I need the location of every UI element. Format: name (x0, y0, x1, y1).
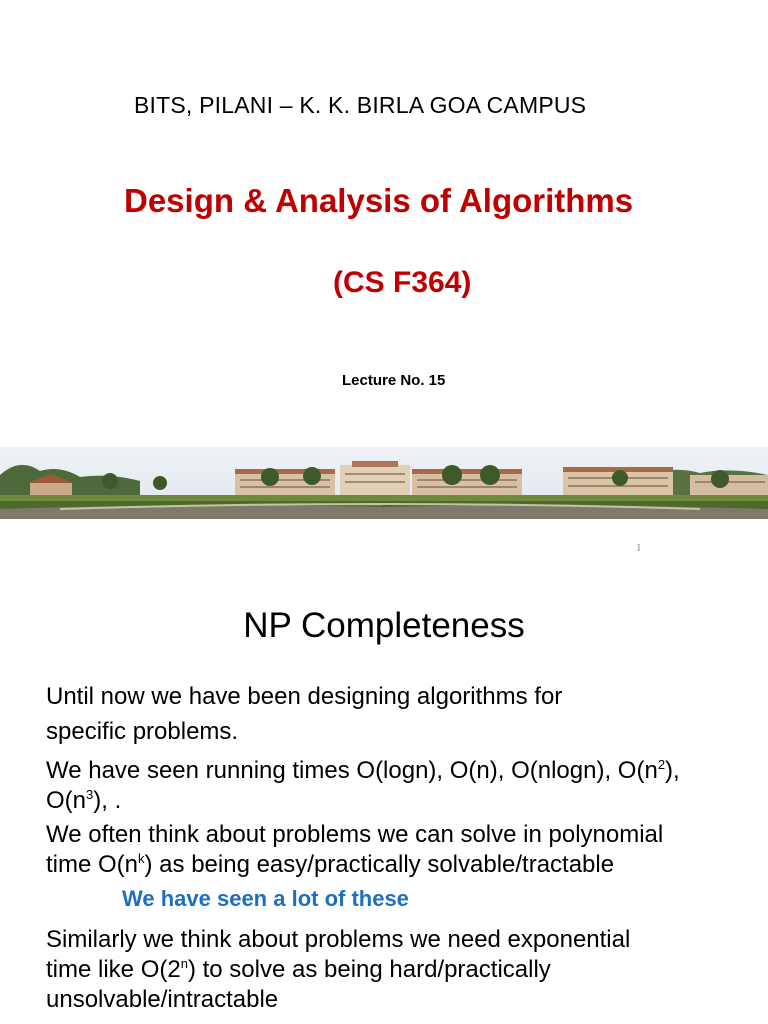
body-line: specific problems. (46, 718, 239, 745)
body-line (46, 850, 614, 880)
body-text-fragment: ), (665, 757, 680, 784)
body-line: Similarly we think about problems we need exponential (46, 926, 631, 953)
body-line: Until now we have been designing algorithms for (46, 683, 563, 710)
course-code: (CS F364) (333, 266, 472, 299)
superscript: 3 (86, 787, 94, 802)
lecture-number: Lecture No. 15 (342, 372, 446, 389)
course-title: Design & Analysis of Algorithms (124, 182, 634, 219)
body-line: unsolvable/intractable (46, 986, 279, 1013)
body-text-fragment: ), . (93, 787, 122, 814)
body-text-fragment: We have seen running times O(logn), O(n), O(nlogn), O(n (46, 757, 658, 784)
campus-panorama-icon (0, 447, 768, 519)
slide-title: NP Completeness (243, 606, 525, 645)
body-text-fragment: O(n (46, 787, 87, 814)
body-line (46, 756, 680, 786)
body-line (46, 786, 121, 816)
campus-name: BITS, PILANI – K. K. BIRLA GOA CAMPUS (134, 92, 587, 118)
body-text-fragment: time like O(2 (46, 956, 181, 983)
body-text-fragment: ) to solve as being hard/practically (187, 956, 551, 983)
superscript: n (180, 956, 188, 971)
superscript: 2 (657, 757, 666, 772)
body-line: We often think about problems we can solve in polynomial (46, 821, 664, 848)
campus-panorama-image (0, 447, 768, 519)
highlight-note: We have seen a lot of these (122, 886, 409, 911)
body-text-fragment: time O(n (46, 851, 139, 878)
superscript: k (138, 851, 145, 866)
body-line (46, 955, 551, 985)
page-number: 1 (636, 542, 642, 554)
body-text-fragment: ) as being easy/practically solvable/tractable (144, 851, 615, 878)
